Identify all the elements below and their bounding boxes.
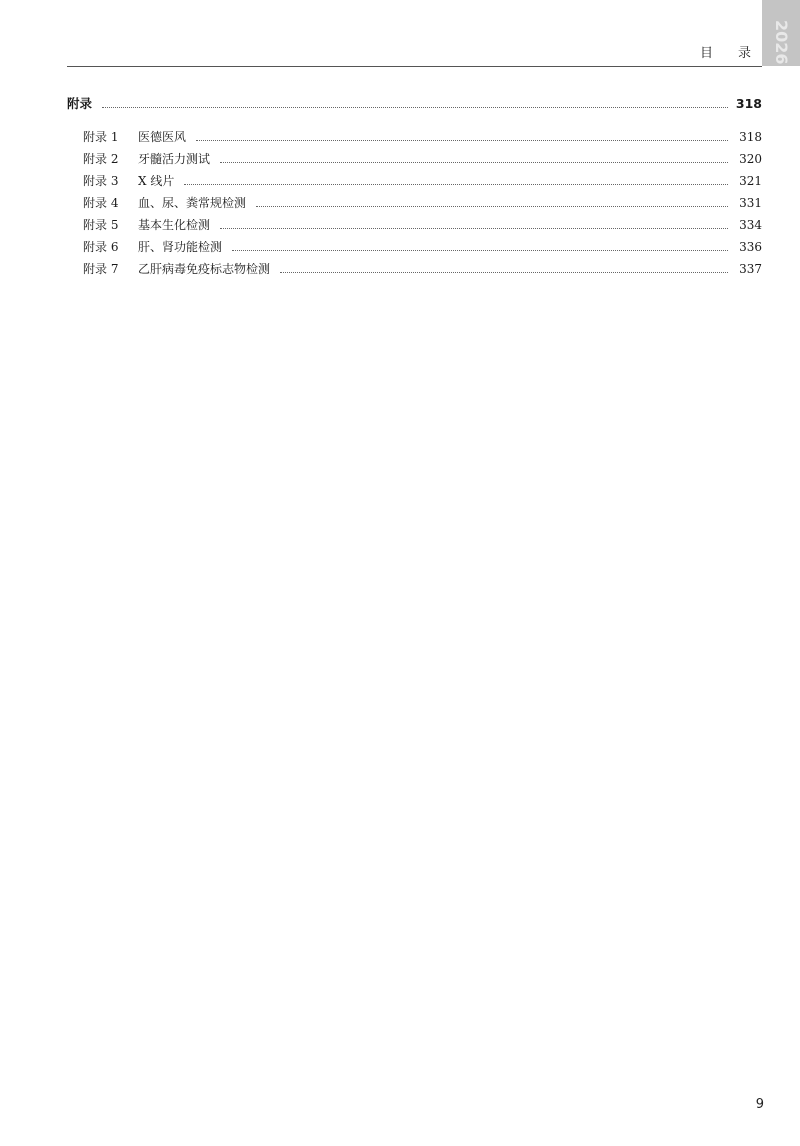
toc-main-entry[interactable] xyxy=(67,93,762,115)
page-number: 9 xyxy=(755,1097,764,1112)
toc-entry-page: 320 xyxy=(739,152,762,166)
toc-main-page: 318 xyxy=(735,96,762,111)
toc-entry-title: 乙肝病毒免疫标志物检测 xyxy=(138,262,271,276)
toc-entry[interactable] xyxy=(67,126,762,148)
header-rule xyxy=(67,66,762,67)
year-watermark: 2026 xyxy=(772,20,791,65)
leader-dots xyxy=(256,205,728,207)
toc-entry[interactable] xyxy=(67,214,762,236)
toc-entry-number: 附录 5 xyxy=(83,218,119,232)
toc-entry-number: 附录 7 xyxy=(83,262,119,276)
toc-entry-page: 334 xyxy=(739,218,762,232)
header-title-char-1: 目 xyxy=(699,46,714,61)
toc-entry-title: X 线片 xyxy=(138,174,175,188)
toc-entry-page: 337 xyxy=(739,262,762,276)
toc-entry[interactable] xyxy=(67,170,762,192)
toc-entry-number: 附录 1 xyxy=(83,130,119,144)
toc-entry-number: 附录 2 xyxy=(83,152,119,166)
toc-entry-number: 附录 4 xyxy=(83,196,119,210)
toc-entry[interactable] xyxy=(67,258,762,280)
table-of-contents xyxy=(67,93,762,280)
toc-entry-number: 附录 3 xyxy=(83,174,119,188)
header-title-char-2: 录 xyxy=(737,46,752,61)
toc-entry[interactable] xyxy=(67,192,762,214)
toc-entry[interactable] xyxy=(67,148,762,170)
leader-dots xyxy=(232,249,728,251)
leader-dots xyxy=(220,227,728,229)
toc-entry-number: 附录 6 xyxy=(83,240,119,254)
toc-entry-page: 318 xyxy=(739,130,762,144)
leader-dots xyxy=(196,139,728,141)
running-header xyxy=(700,42,752,61)
toc-entry-page: 336 xyxy=(739,240,762,254)
toc-entry-title: 基本生化检测 xyxy=(138,218,211,232)
leader-dots xyxy=(184,183,728,185)
toc-main-title: 附录 xyxy=(67,96,93,111)
leader-dots xyxy=(102,106,728,108)
toc-entry-title: 牙髓活力测试 xyxy=(138,152,211,166)
leader-dots xyxy=(220,161,728,163)
toc-entry-page: 331 xyxy=(739,196,762,210)
toc-entry[interactable] xyxy=(67,236,762,258)
leader-dots xyxy=(280,271,728,273)
toc-entry-page: 321 xyxy=(739,174,762,188)
toc-entry-title: 肝、肾功能检测 xyxy=(138,240,223,254)
toc-entry-title: 医德医风 xyxy=(138,130,187,144)
toc-entry-title: 血、尿、粪常规检测 xyxy=(138,196,247,210)
